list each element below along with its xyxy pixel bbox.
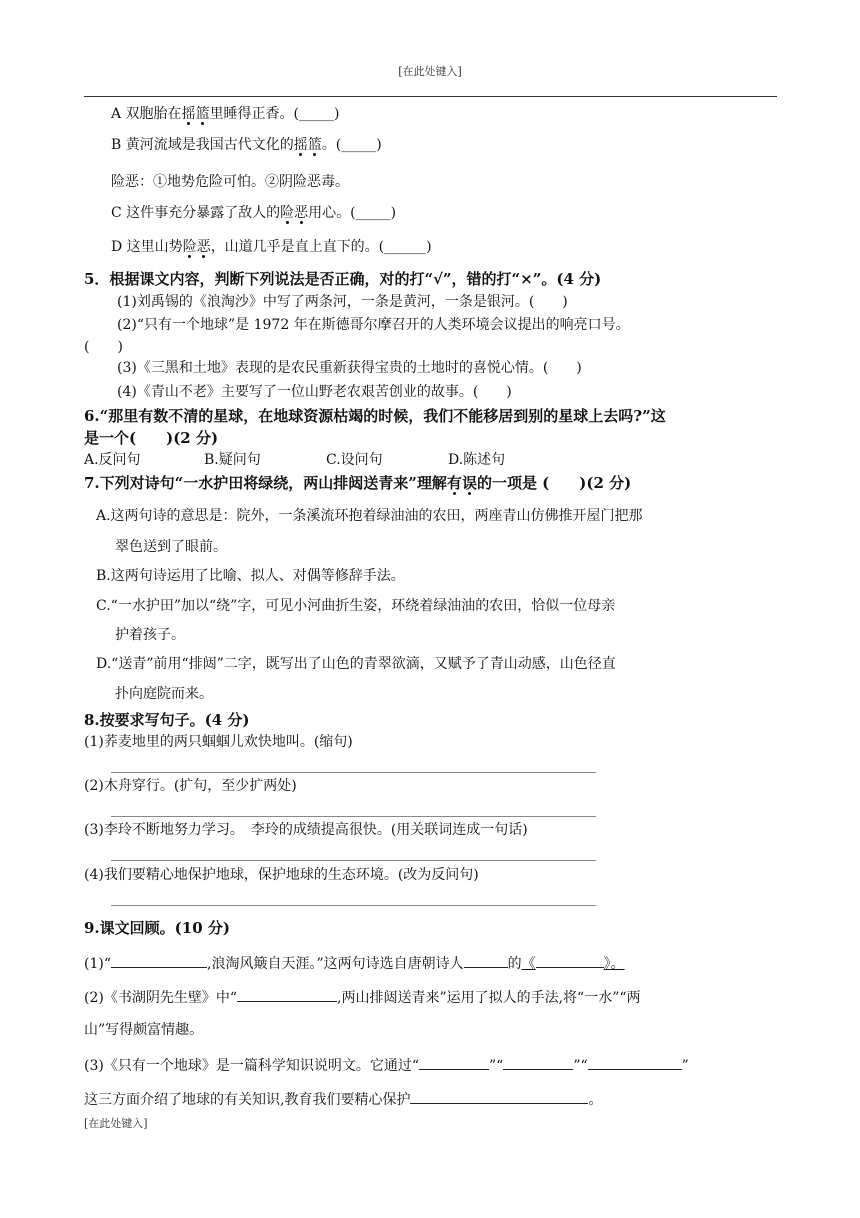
page-footer: [在此处键入] [84, 1117, 148, 1130]
header-rule [84, 96, 777, 97]
q8-item-3: (3)李玲不断地努力学习。 李玲的成绩提高很快。(用关联词连成一句话) [84, 822, 528, 838]
q9-item-1: (1)“ ,浪淘风簸自天涯。”这两句诗选自唐朝诗人 的《 》。 [84, 952, 625, 974]
q6-option-c: C.设问句 [326, 452, 383, 468]
dotted-char: 险 [280, 205, 295, 221]
dotted-char: 摇 [293, 137, 308, 153]
q7-option-a-line1: A.这两句诗的意思是：院外，一条溪流环抱着绿油油的农田，两座青山仿佛推开屋门把那 [96, 508, 643, 524]
q7-option-c-line1: C.“一水护田”加以“绕”字，可见小河曲折生姿，环绕着绿油油的农田，恰似一位母亲 [96, 598, 616, 614]
q9-blank[interactable] [588, 1054, 682, 1070]
q9-blank[interactable] [536, 952, 604, 968]
q6-option-a: A.反问句 [84, 452, 141, 468]
q5-item-2-bracket: ( ) [84, 339, 123, 355]
q4-item-d: D 这里山势险恶，山道几乎是直上直下的。(______) [111, 239, 432, 255]
q7-option-b: B.这两句诗运用了比喻、拟人、对偶等修辞手法。 [96, 568, 405, 584]
q7-option-d-line1: D.“送青”前用“排闼”二字，既写出了山色的青翠欲滴，又赋予了青山动感，山色径直 [96, 656, 616, 672]
q5-item-4: (4)《青山不老》主要写了一位山野老农艰苦创业的故事。( ) [117, 384, 512, 400]
q5-item-3: (3)《三黑和土地》表现的是农民重新获得宝贵的土地时的喜悦心情。( ) [117, 360, 582, 376]
q7-option-c-line2: 护着孩子。 [115, 627, 185, 643]
q9-title: 9.课文回顾。(10 分) [84, 919, 230, 937]
q8-answer-line-2[interactable] [111, 816, 596, 817]
q9-blank[interactable] [111, 952, 207, 968]
q8-answer-line-1[interactable] [111, 772, 596, 773]
dotted-char: 险 [182, 239, 197, 255]
dotted-char: 误 [461, 474, 477, 492]
q8-item-2: (2)木舟穿行。(扩句，至少扩两处) [84, 778, 297, 794]
q9-blank[interactable] [410, 1088, 588, 1104]
q6-title-line1: 6.“那里有数不清的星球，在地球资源枯竭的时候，我们不能移居到别的星球上去吗?”这 [84, 407, 666, 425]
q8-item-1: (1)荞麦地里的两只蝈蝈儿欢快地叫。(缩句) [84, 734, 353, 750]
q8-item-4: (4)我们要精心地保护地球，保护地球的生态环境。(改为反问句) [84, 867, 479, 883]
q5-item-2: (2)“只有一个地球”是 1972 年在斯德哥尔摩召开的人类环境会议提出的响亮口号。 [117, 317, 630, 333]
q4-item-a: A 双胞胎在摇篮里睡得正香。(_____) [111, 106, 340, 122]
q9-blank[interactable] [237, 986, 337, 1002]
q8-title: 8.按要求写句子。(4 分) [84, 711, 250, 729]
q9-item-3-line1: (3)《只有一个地球》是一篇科学知识说明文。它通过“ ”“ ”“ ” [84, 1054, 689, 1076]
q6-option-d: D.陈述句 [448, 452, 506, 468]
q6-options [84, 450, 505, 470]
q5-item-1: (1)刘禹锡的《浪淘沙》中写了两条河，一条是黄河，一条是银河。( ) [117, 294, 568, 310]
q8-answer-line-3[interactable] [111, 860, 596, 861]
dotted-char: 有 [446, 474, 462, 492]
dotted-char: 恶 [196, 239, 211, 255]
q6-title-line2: 是一个( )(2 分) [84, 429, 219, 447]
q7-option-d-line2: 扑向庭院而来。 [115, 686, 213, 702]
q4-item-b: B 黄河流域是我国古代文化的摇篮。(_____) [111, 137, 382, 153]
q9-item-3-line2: 这三方面介绍了地球的有关知识,教育我们要精心保护 。 [84, 1088, 602, 1110]
q9-blank[interactable] [419, 1054, 489, 1070]
q7-title: 7.下列对诗句“一水护田将绿绕，两山排闼送青来”理解有误的一项是 ( )(2 分) [84, 474, 632, 492]
q9-item-2-line2: 山”写得颇富情趣。 [84, 1022, 204, 1038]
q4-item-c: C 这件事充分暴露了敌人的险恶用心。(_____) [111, 205, 397, 221]
page-header: [在此处键入] [398, 65, 462, 78]
q9-item-2-line1: (2)《书湖阴先生壁》中“ ,两山排闼送青来”运用了拟人的手法,将“一水”“两 [84, 986, 641, 1008]
dotted-char: 篮 [195, 106, 210, 122]
q7-option-a-line2: 翠色送到了眼前。 [115, 539, 227, 555]
q8-answer-line-4[interactable] [111, 905, 596, 906]
dotted-char: 篮 [307, 137, 322, 153]
q6-option-b: B.疑问句 [204, 452, 261, 468]
dotted-char: 恶 [294, 205, 309, 221]
q4-definition: 险恶：①地势危险可怕。②阴险恶毒。 [111, 174, 349, 190]
q5-title: 5．根据课文内容，判断下列说法是否正确，对的打“√”，错的打“×”。(4 分) [84, 270, 602, 288]
q9-blank[interactable] [464, 952, 508, 968]
q9-blank[interactable] [503, 1054, 573, 1070]
dotted-char: 摇 [181, 106, 196, 122]
